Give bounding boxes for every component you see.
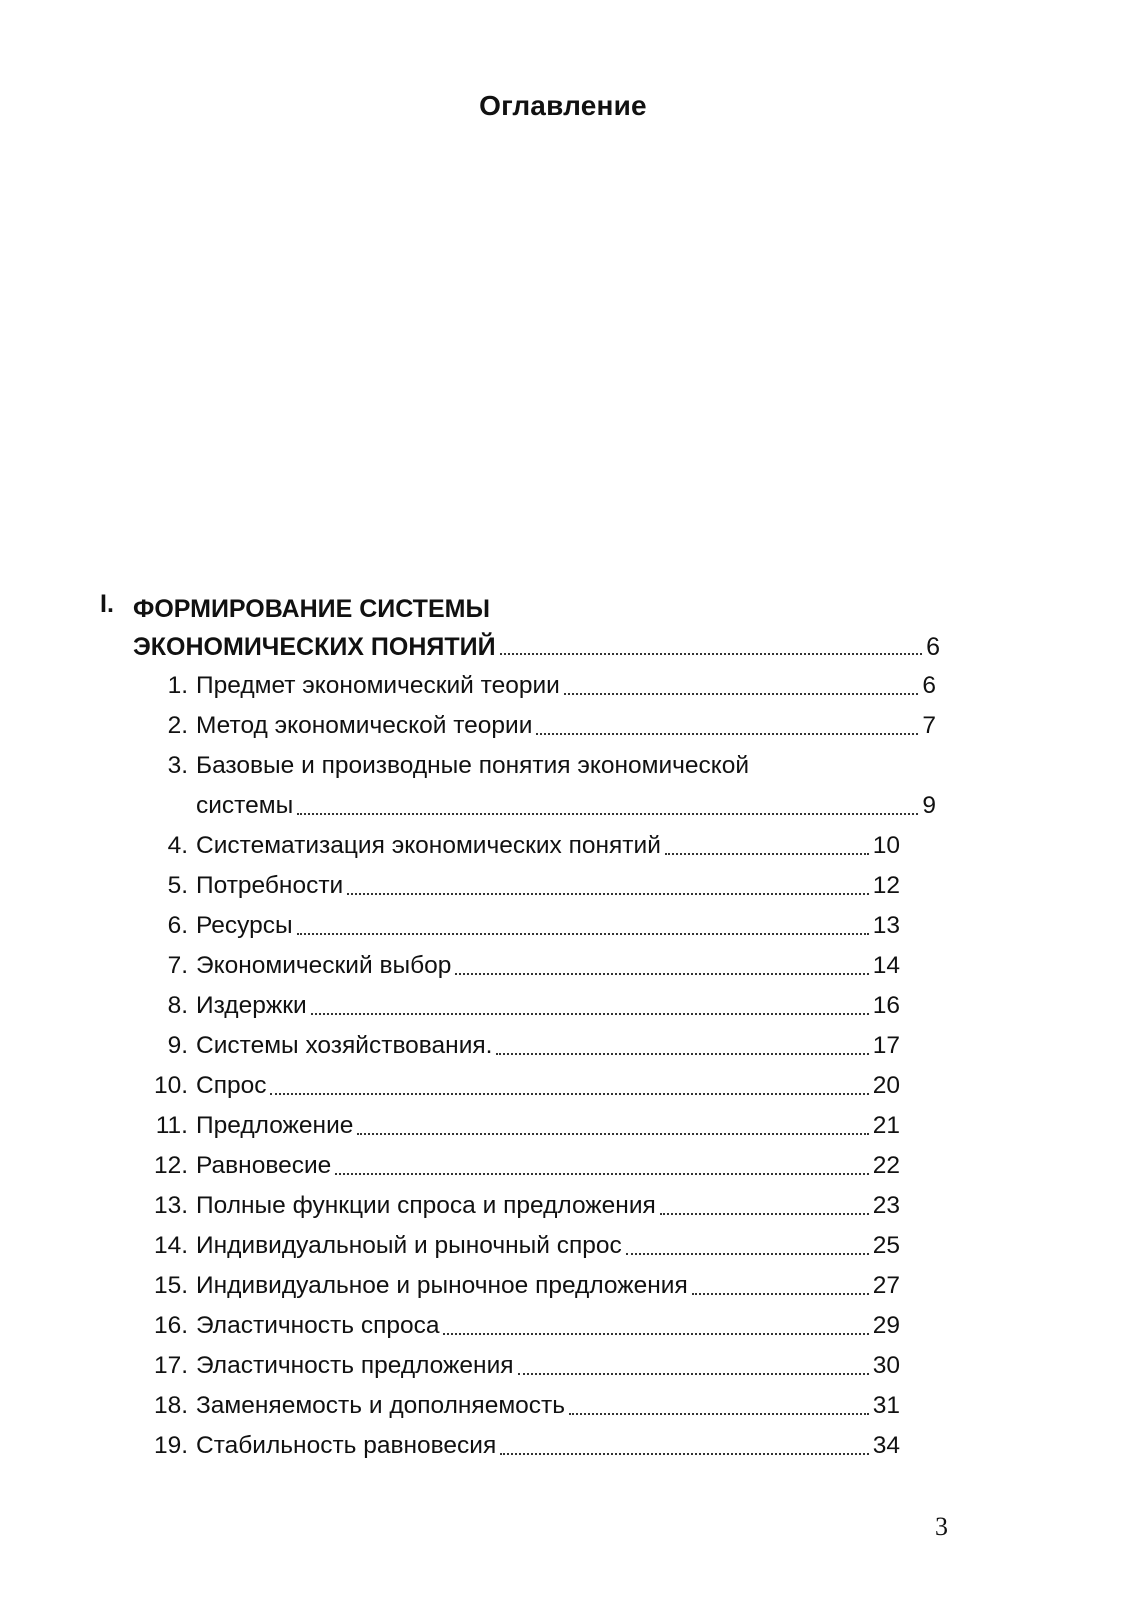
toc-entry[interactable] — [100, 1226, 960, 1266]
entry-number: 14. — [153, 1232, 188, 1259]
dot-leader — [311, 986, 869, 1026]
entry-number: 18. — [153, 1392, 188, 1419]
entry-title: Равновесие — [196, 1152, 332, 1179]
entry-number: 5. — [167, 872, 188, 899]
dot-leader — [297, 906, 869, 946]
entry-title: Эластичность предложения — [196, 1352, 514, 1379]
entry-page: 21 — [872, 1112, 900, 1139]
entry-page: 10 — [872, 832, 900, 859]
toc-entry[interactable] — [100, 1026, 960, 1066]
entry-number: 2. — [167, 712, 188, 739]
dot-leader — [443, 1306, 868, 1346]
dot-leader — [569, 1386, 869, 1426]
entry-page: 23 — [872, 1192, 900, 1219]
entry-page: 14 — [872, 952, 900, 979]
entry-number: 12. — [153, 1152, 188, 1179]
entry-title: Предложение — [196, 1112, 354, 1139]
section-page: 6 — [926, 633, 940, 661]
dot-leader — [347, 866, 868, 906]
section-title-line1: ФОРМИРОВАНИЕ СИСТЕМЫ — [133, 595, 490, 623]
toc-entry[interactable] — [100, 746, 960, 826]
toc-entry[interactable] — [100, 666, 960, 706]
entry-page: 30 — [872, 1352, 900, 1379]
entry-page: 31 — [872, 1392, 900, 1419]
entry-title: Стабильность равновесия — [196, 1432, 497, 1459]
toc-entry[interactable] — [100, 986, 960, 1026]
entry-title: Индивидуальное и рыночное предложения — [196, 1272, 688, 1299]
dot-leader — [335, 1146, 868, 1186]
entry-page: 20 — [872, 1072, 900, 1099]
dot-leader — [455, 946, 868, 986]
entry-title-line1: Базовые и производные понятия экономической — [196, 752, 750, 779]
dot-leader — [665, 826, 869, 866]
toc-entry[interactable] — [100, 826, 960, 866]
entry-number: 1. — [167, 672, 188, 699]
dot-leader — [297, 786, 918, 826]
table-of-contents — [100, 590, 960, 1466]
toc-entry[interactable] — [100, 1146, 960, 1186]
entry-page: 13 — [872, 912, 900, 939]
entry-title: Спрос — [196, 1072, 267, 1099]
entry-page: 22 — [872, 1152, 900, 1179]
dot-leader — [564, 666, 919, 706]
entry-title: Полные функции спроса и предложения — [196, 1192, 656, 1219]
section-title-line2: ЭКОНОМИЧЕСКИХ ПОНЯТИЙ — [133, 633, 496, 661]
dot-leader — [692, 1266, 869, 1306]
entry-title: Экономический выбор — [196, 952, 452, 979]
entry-number: 13. — [153, 1192, 188, 1219]
entry-page: 16 — [872, 992, 900, 1019]
entry-page: 25 — [872, 1232, 900, 1259]
entry-number: 17. — [153, 1352, 188, 1379]
entry-title: Ресурсы — [196, 912, 293, 939]
toc-entry[interactable] — [100, 1106, 960, 1146]
toc-section-1[interactable] — [100, 590, 960, 666]
entry-title: Системы хозяйствования. — [196, 1032, 493, 1059]
entry-number: 16. — [153, 1312, 188, 1339]
entry-page: 9 — [922, 792, 936, 819]
entry-title: Потребности — [196, 872, 344, 899]
entry-number: 10. — [153, 1072, 188, 1099]
entry-page: 6 — [922, 672, 936, 699]
dot-leader — [500, 1426, 869, 1466]
toc-entry[interactable] — [100, 946, 960, 986]
toc-entry[interactable] — [100, 866, 960, 906]
entry-page: 29 — [872, 1312, 900, 1339]
entry-page: 27 — [872, 1272, 900, 1299]
entry-number: 9. — [167, 1032, 188, 1059]
entry-number: 15. — [153, 1272, 188, 1299]
entry-number: 7. — [167, 952, 188, 979]
entry-title-line2: системы — [196, 792, 294, 819]
entry-number: 6. — [167, 912, 188, 939]
toc-entry[interactable] — [100, 1386, 960, 1426]
entry-number: 3. — [167, 752, 188, 779]
page-title: Оглавление — [479, 90, 647, 121]
entry-title: Индивидуальноый и рыночный спрос — [196, 1232, 622, 1259]
toc-entry[interactable] — [100, 1266, 960, 1306]
entry-title: Метод экономической теории — [196, 712, 533, 739]
dot-leader — [496, 1026, 868, 1066]
dot-leader — [357, 1106, 868, 1146]
dot-leader — [500, 628, 923, 666]
section-numeral: I. — [100, 590, 114, 618]
entry-title: Эластичность спроса — [196, 1312, 440, 1339]
toc-entry[interactable] — [100, 1306, 960, 1346]
entry-number: 19. — [153, 1432, 188, 1459]
toc-entry[interactable] — [100, 1426, 960, 1466]
entry-title: Издержки — [196, 992, 307, 1019]
entry-number: 8. — [167, 992, 188, 1019]
toc-entry[interactable] — [100, 706, 960, 746]
entry-title: Заменяемость и дополняемость — [196, 1392, 566, 1419]
dot-leader — [536, 706, 918, 746]
toc-entry[interactable] — [100, 1186, 960, 1226]
entry-number: 4. — [167, 832, 188, 859]
entry-number: 11. — [155, 1112, 188, 1139]
entry-page: 12 — [872, 872, 900, 899]
entry-title: Предмет экономический теории — [196, 672, 560, 699]
toc-entry[interactable] — [100, 1346, 960, 1386]
dot-leader — [626, 1226, 869, 1266]
page-number: 3 — [935, 1512, 948, 1541]
entry-page: 7 — [922, 712, 936, 739]
entry-title: Систематизация экономических понятий — [196, 832, 661, 859]
dot-leader — [518, 1346, 869, 1386]
toc-entry[interactable] — [100, 1066, 960, 1106]
entry-page: 34 — [872, 1432, 900, 1459]
dot-leader — [270, 1066, 868, 1106]
entry-page: 17 — [872, 1032, 900, 1059]
dot-leader — [660, 1186, 869, 1226]
toc-entry[interactable] — [100, 906, 960, 946]
